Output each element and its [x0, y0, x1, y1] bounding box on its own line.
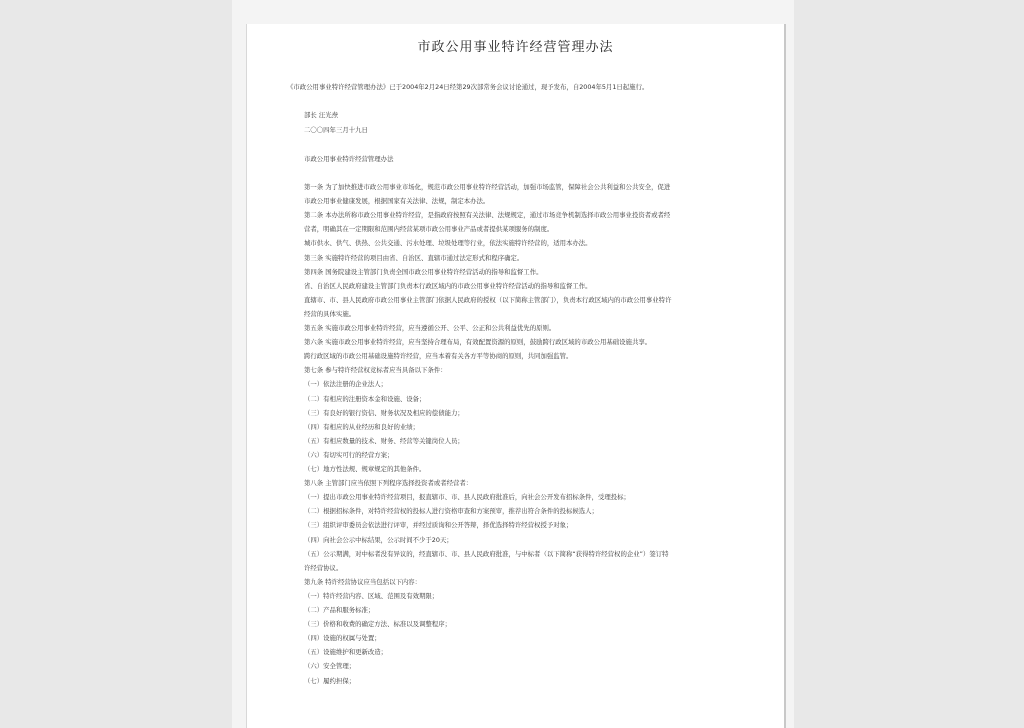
paragraph-line: （一）特许经营内容、区域、范围及有效期限； [304, 591, 439, 600]
intro-paragraph: 《市政公用事业特许经营管理办法》已于2004年2月24日经第29次部常务会议讨论通过，现予发布，自2004年5月1日起施行。 [287, 83, 649, 91]
paragraph-line: （五）有相应数量的技术、财务、经营等关键岗位人员； [304, 436, 464, 445]
paragraph-line: 第九条 特许经营协议应当包括以下内容： [304, 577, 422, 586]
paragraph-line: 第四条 国务院建设主管部门负责全国市政公用事业特许经营活动的指导和监督工作。 [304, 267, 543, 276]
paragraph-line: （一）提出市政公用事业特许经营项目，报直辖市、市、县人民政府批准后，向社会公开发布招标条件，受理投标； [304, 493, 630, 502]
paragraph-line: （三）组织评审委员会依法进行评审，并经过质询和公开答辩，择优选择特许经营权授予对象； [304, 521, 573, 530]
paragraph-line: （三）有良好的银行资信、财务状况及相应的偿债能力； [304, 408, 464, 417]
paragraph-line: 省、自治区人民政府建设主管部门负责本行政区域内的市政公用事业特许经营活动的指导和监督工作。 [304, 281, 592, 290]
paragraph-line: （七）地方性法规、规章规定的其他条件。 [304, 465, 426, 473]
document-page [246, 24, 786, 728]
paragraph-line: 直辖市、市、县人民政府市政公用事业主管部门依据人民政府的授权（以下简称主管部门），负责本行政区域内的市政公用事业特许 [304, 295, 672, 304]
paragraph-line: （七）履约担保； [304, 676, 356, 685]
paragraph-line: （一）依法注册的企业法人； [304, 380, 388, 389]
paragraph-line: 第二条 本办法所称市政公用事业特许经营，是指政府按照有关法律、法规规定，通过市场竞争机制选择市政公用事业投资者或者经 [304, 211, 671, 220]
paragraph-line: 营者，明确其在一定期限和范围内经营某项市政公用事业产品或者提供某项服务的制度。 [304, 225, 554, 234]
paragraph-line: （四）向社会公示中标结果，公示时间不少于20天； [304, 535, 453, 544]
paragraph-line: （三）价格和收费的确定方法、标准以及调整程序； [304, 620, 451, 629]
paragraph-line: 第七条 参与特许经营权竞标者应当具备以下条件： [304, 366, 447, 375]
document-subtitle: 市政公用事业特许经营管理办法 [304, 155, 394, 163]
paragraph-line: （六）安全管理； [304, 662, 356, 671]
paragraph-line: （二）有相应的注册资本金和设施、设备； [304, 394, 426, 403]
signature: 部长 汪光焘 [304, 111, 338, 119]
paragraph-line: 第五条 实施市政公用事业特许经营，应当遵循公开、公平、公正和公共利益优先的原则。 [304, 324, 556, 332]
paragraph-line: （五）设施维护和更新改造； [304, 648, 388, 657]
paragraph-line: 经营的具体实施。 [304, 309, 356, 318]
paragraph-line: 第六条 实施市政公用事业特许经营，应当坚持合理布局，有效配置资源的原则，鼓励跨行政区域的市政公用基础设施共享。 [304, 338, 652, 347]
paragraph-line: 市政公用事业健康发展，根据国家有关法律、法规，制定本办法。 [304, 197, 490, 206]
paragraph-line: （四）设施的权属与处置； [304, 634, 381, 643]
paragraph-line: 城市供水、供气、供热、公共交通、污水处理、垃圾处理等行业，依法实施特许经营的，适用本办法。 [304, 239, 592, 248]
paragraph-line: （二）产品和服务标准； [304, 606, 375, 614]
paragraph-line: （二）根据招标条件，对特许经营权的投标人进行资格审查和方案预审，推荐出符合条件的投标候选人； [304, 507, 598, 516]
paragraph-line: 许经营协议。 [304, 563, 343, 572]
paragraph-line: （六）有切实可行的经营方案； [304, 450, 394, 459]
paragraph-line: （四）有相应的从业经历和良好的业绩； [304, 422, 420, 431]
issue-date: 二〇〇四年三月十九日 [304, 126, 368, 134]
paragraph-line: 第一条 为了加快推进市政公用事业市场化，规范市政公用事业特许经营活动，加强市场监管，保障社会公共利益和公共安全，促进 [304, 183, 671, 191]
paragraph-line: 第八条 主管部门应当依照下列程序选择投资者或者经营者： [304, 479, 473, 488]
paragraph-line: 第三条 实施特许经营的项目由省、自治区、直辖市通过法定形式和程序确定。 [304, 253, 524, 262]
paragraph-line: 跨行政区域的市政公用基础设施特许经营，应当本着有关各方平等协商的原则，共同加强监管。 [304, 352, 573, 361]
document-title: 市政公用事业特许经营管理办法 [417, 40, 614, 55]
paragraph-line: （五）公示期满，对中标者没有异议的，经直辖市、市、县人民政府批准，与中标者（以下简称“获得特许经营权的企业”）签订特 [304, 549, 669, 558]
